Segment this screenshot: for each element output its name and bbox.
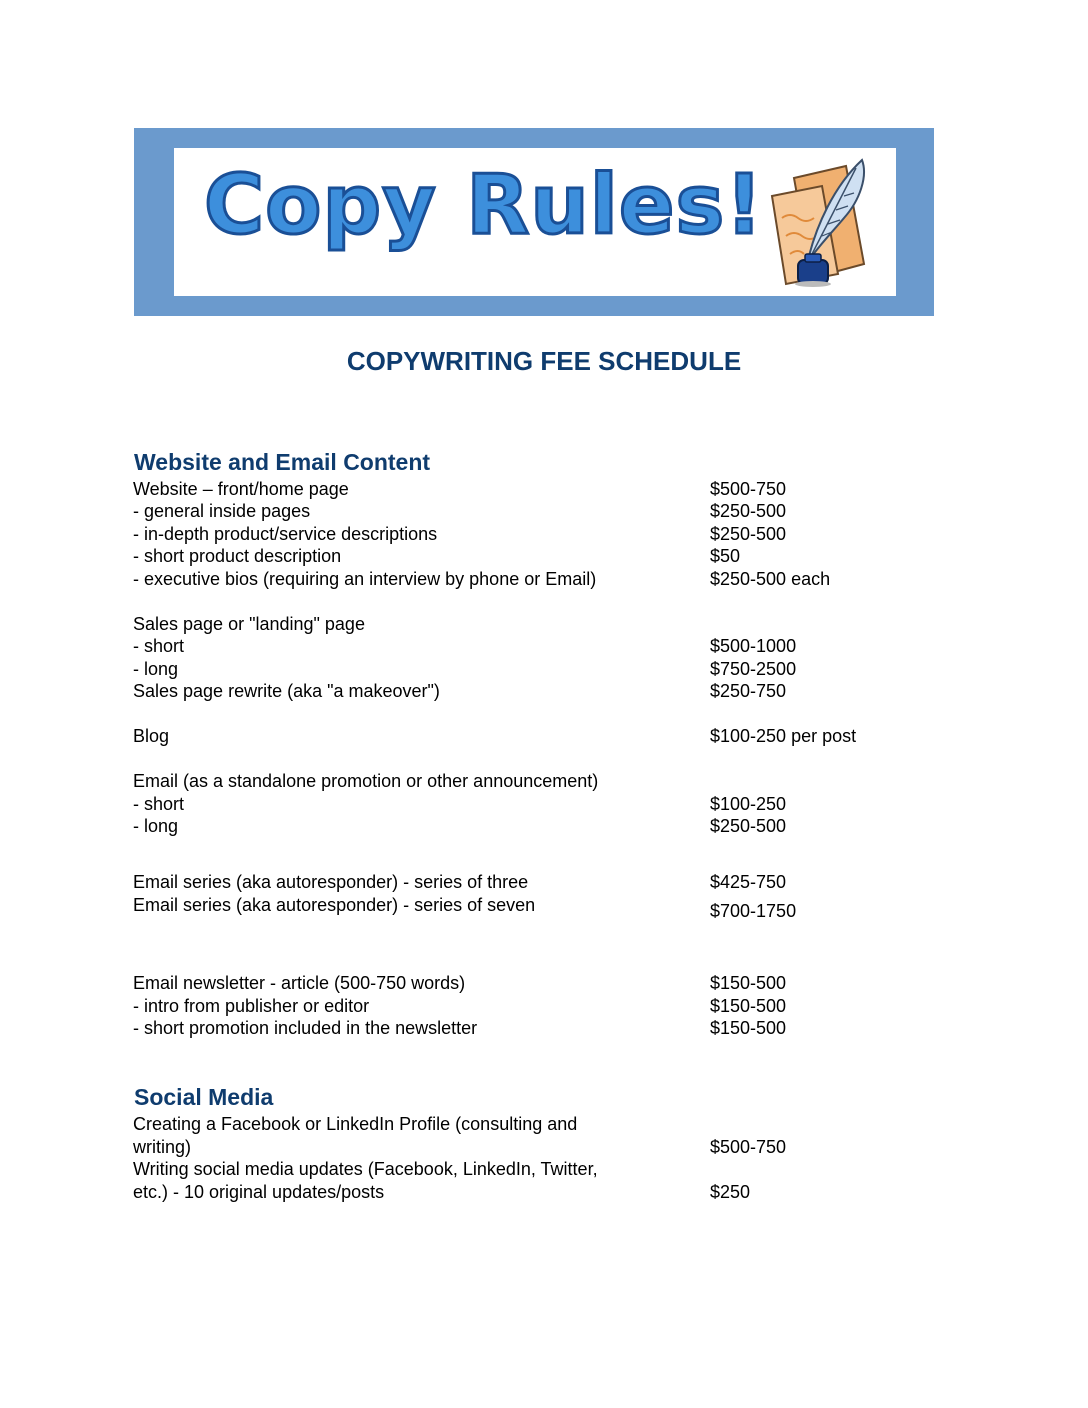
fee-price: $100-250 per post (710, 726, 857, 746)
fee-description: - general inside pages (133, 501, 311, 521)
fee-price: $100-250 (710, 794, 787, 814)
fee-description: writing) (133, 1137, 192, 1157)
quill-and-inkwell-icon (764, 156, 874, 291)
fee-description: - short (133, 794, 185, 814)
fee-price: $250-750 (710, 681, 787, 701)
fee-description: Blog (133, 726, 170, 746)
fee-description: Email series (aka autoresponder) - series of seven (133, 895, 536, 915)
fee-price: $500-750 (710, 479, 787, 499)
fee-price: $250-500 each (710, 569, 831, 589)
fee-description: Email series (aka autoresponder) - series of three (133, 872, 529, 892)
fee-description: etc.) - 10 original updates/posts (133, 1182, 385, 1202)
fee-description: Email newsletter - article (500-750 words) (133, 973, 466, 993)
fee-description: - long (133, 816, 179, 836)
header-banner (134, 128, 934, 316)
fee-price: $250-500 (710, 501, 787, 521)
section-heading-website-email: Website and Email Content (134, 449, 431, 475)
fee-description: - short product description (133, 546, 342, 566)
fee-price: $250 (710, 1182, 751, 1202)
fee-description: Writing social media updates (Facebook, LinkedIn, Twitter, (133, 1159, 598, 1179)
fee-price: $50 (710, 546, 741, 566)
fee-price: $750-2500 (710, 659, 797, 679)
section-heading-social-media: Social Media (134, 1084, 274, 1110)
fee-description: - executive bios (requiring an interview by phone or Email) (133, 569, 597, 589)
fee-price: $700-1750 (710, 901, 797, 921)
fee-price: $425-750 (710, 872, 787, 892)
banner-panel (174, 148, 896, 296)
fee-price: $250-500 (710, 816, 787, 836)
fee-price: $150-500 (710, 973, 787, 993)
fee-description: - short promotion included in the newsletter (133, 1018, 478, 1038)
fee-price: $150-500 (710, 996, 787, 1016)
fee-price: $500-1000 (710, 636, 797, 656)
fee-description: Website – front/home page (133, 479, 349, 499)
fee-description: - intro from publisher or editor (133, 996, 370, 1016)
fee-price: $250-500 (710, 524, 787, 544)
fee-description: - in-depth product/service descriptions (133, 524, 438, 544)
logo-title: Copy Rules! (204, 158, 764, 253)
fee-description: - long (133, 659, 179, 679)
fee-description: - short (133, 636, 185, 656)
fee-group-label: Sales page or "landing" page (133, 614, 365, 634)
fee-price: $500-750 (710, 1137, 787, 1157)
fee-group-label: Email (as a standalone promotion or other announcement) (133, 771, 599, 791)
fee-price: $150-500 (710, 1018, 787, 1038)
page-title: COPYWRITING FEE SCHEDULE (346, 346, 742, 376)
fee-description: Creating a Facebook or LinkedIn Profile (consulting and (133, 1114, 578, 1134)
fee-description: Sales page rewrite (aka "a makeover") (133, 681, 440, 701)
